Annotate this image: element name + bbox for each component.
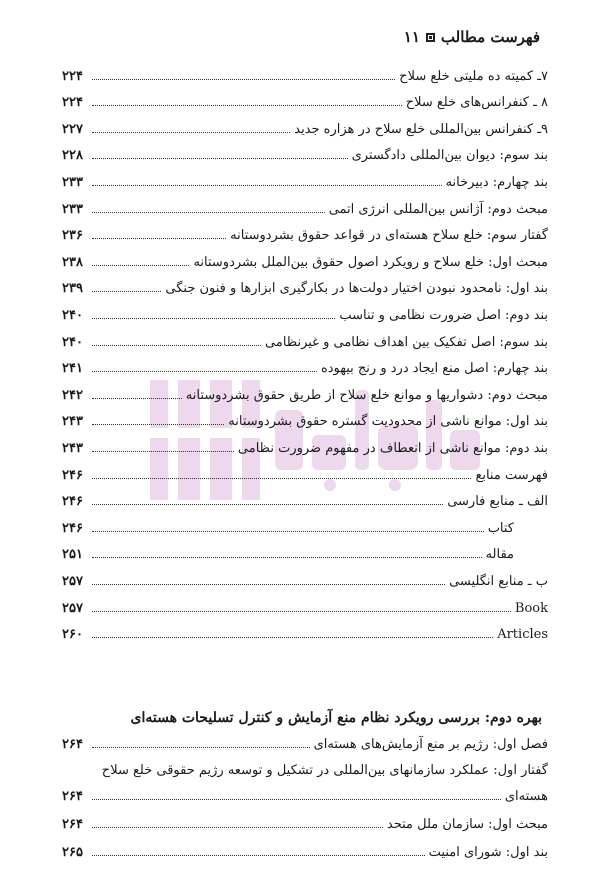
toc-entry: [62, 170, 548, 194]
toc-entry-page-number: ۲۳۶: [62, 228, 83, 244]
toc-entry-title: بند اول: نامحدود نبودن اختیار دولت‌ها در بکارگیری ابزارها و فنون جنگی: [165, 281, 548, 297]
toc-entry-title: بند اول: موانع ناشی از محدودیت گستره حقوق بشردوستانه: [228, 414, 548, 430]
toc-entry: [62, 197, 548, 221]
toc-entry-title: مبحث اول: خلع سلاح و رویکرد اصول حقوق بین‌الملل بشردوستانه: [193, 254, 548, 270]
toc-entry-page-number: ۲۳۹: [62, 281, 83, 297]
toc-entry-page-number: ۲۵۷: [62, 573, 83, 589]
running-header: [404, 22, 540, 52]
toc-entry-page-number: ۲۶۴: [62, 736, 83, 752]
toc-entry: [62, 383, 548, 407]
toc-entry: [62, 250, 548, 274]
toc-entry: [62, 330, 548, 354]
toc-entry-title: مقاله: [485, 547, 514, 563]
dot-leader: [92, 265, 189, 266]
toc-entry-page-number: ۲۶۴: [62, 816, 83, 832]
toc-entry-title: گفتار سوم: خلع سلاح هسته‌ای در قواعد حقوق بشردوستانه: [230, 228, 548, 244]
toc-entry-page-number: ۲۵۱: [62, 547, 83, 563]
toc-entry-page-number: ۲۴۳: [62, 440, 83, 456]
toc-entry-title: الف ـ منابع فارسی: [447, 494, 548, 510]
toc-entry: [62, 490, 548, 514]
toc-entry: [62, 91, 548, 115]
toc-entry-title: بند دوم: اصل ضرورت نظامی و تناسب: [339, 307, 548, 323]
header-title: فهرست مطالب: [440, 28, 540, 46]
toc-entry: [62, 732, 548, 756]
dot-leader: [92, 132, 290, 133]
toc-entry: [62, 596, 548, 620]
dot-leader: [92, 291, 161, 292]
dot-leader: [92, 478, 471, 479]
toc-entry: [62, 812, 548, 836]
toc-entry: [62, 303, 548, 327]
toc-entry-page-number: ۲۴۶: [62, 520, 83, 536]
toc-entry-title: ۹ـ کنفرانس بین‌المللی خلع سلاح در هزاره جدید: [294, 121, 548, 137]
toc-entry-title: بند اول: شورای امنیت: [428, 844, 548, 860]
toc-entry: [62, 277, 548, 301]
toc-entry-title: مبحث اول: سازمان ملل متحد: [386, 816, 548, 832]
dot-leader: [92, 584, 445, 585]
dot-leader: [92, 318, 335, 319]
dot-leader: [92, 105, 402, 106]
part-title: بهره دوم: بررسی رویکرد نظام منع آزمایش و کنترل تسلیحات هسته‌ای: [130, 710, 542, 726]
toc-entry-title: بند چهارم: دبیرخانه: [445, 174, 548, 190]
toc-entry-page-number: ۲۴۳: [62, 414, 83, 430]
toc-entry-title: ۸ ـ کنفرانس‌های خلع سلاح: [405, 95, 548, 111]
toc-entry: [62, 516, 548, 540]
toc-entry-page-number: ۲۴۱: [62, 361, 83, 377]
dot-leader: [92, 451, 234, 452]
toc-entry: [62, 410, 548, 434]
toc-entry: [62, 436, 548, 460]
toc-entry-title: ب ـ منابع انگلیسی: [449, 573, 548, 589]
toc-entry-title: کتاب: [487, 520, 514, 536]
dot-leader: [92, 424, 224, 425]
toc-entry-title: ۷ـ کمیته ده ملیتی خلع سلاح: [399, 68, 548, 84]
toc-entry-page-number: ۲۳۸: [62, 254, 83, 270]
toc-entry-title: بند سوم: اصل تفکیک بین اهداف نظامی و غیرنظامی: [265, 334, 548, 350]
square-bullet-icon: [426, 33, 435, 42]
toc-entry-title: Articles: [497, 627, 548, 643]
toc-entry: [62, 117, 548, 141]
dot-leader: [92, 158, 348, 159]
dot-leader: [92, 398, 182, 399]
toc-entry-page-number: ۲۶۵: [62, 844, 83, 860]
toc-entry-title: گفتار اول: عملکرد سازمانهای بین‌المللی در تشکیل و توسعه رژیم حقوقی خلع سلاح: [101, 762, 548, 778]
dot-leader: [92, 212, 325, 213]
toc-entry-page-number: ۲۲۸: [62, 148, 83, 164]
toc-entry: [62, 224, 548, 248]
toc-entry-page-number: ۲۲۴: [62, 68, 83, 84]
toc-entry: [62, 144, 548, 168]
dot-leader: [92, 371, 317, 372]
dot-leader: [92, 637, 493, 638]
toc-entry-title: بند سوم: دیوان بین‌المللی دادگستری: [351, 148, 548, 164]
toc-entry-page-number: ۲۴۶: [62, 494, 83, 510]
header-page-number: ۱۱: [403, 28, 420, 46]
dot-leader: [92, 855, 425, 856]
toc-entry-page-number: ۲۴۲: [62, 387, 83, 403]
toc-entry: [62, 543, 548, 567]
toc-entry: [62, 463, 548, 487]
toc-entry-page-number: ۲۲۷: [62, 121, 83, 137]
toc-entry-title: بند چهارم: اصل منع ایجاد درد و رنج بیهوده: [320, 361, 548, 377]
toc-entry-title: مبحث دوم: آژانس بین‌المللی انرژی اتمی: [328, 201, 548, 217]
toc-entry-page-number: ۲۲۴: [62, 95, 83, 111]
toc-entry-page-number: ۲۴۰: [62, 307, 83, 323]
dot-leader: [92, 611, 511, 612]
toc-entry-page-number: ۲۴۰: [62, 334, 83, 350]
toc-entry-page-number: ۲۵۷: [62, 600, 83, 616]
toc-entry-title: هسته‌ای: [504, 788, 548, 804]
toc-entry-page-number: ۲۶۰: [62, 627, 83, 643]
dot-leader: [92, 238, 226, 239]
dot-leader: [92, 345, 261, 346]
dot-leader: [92, 185, 442, 186]
dot-leader: [92, 531, 484, 532]
dot-leader: [92, 79, 395, 80]
dot-leader: [92, 799, 501, 800]
toc-entry: [62, 840, 548, 864]
toc-entry: [62, 623, 548, 647]
toc-entry-page-number: ۲۶۴: [62, 788, 83, 804]
toc-entry: [62, 758, 548, 782]
toc-entry-title: مبحث دوم: دشواریها و موانع خلع سلاح از طریق حقوق بشردوستانه: [185, 387, 548, 403]
toc-entry: [62, 784, 548, 808]
toc-entry-title: بند دوم: موانع ناشی از انعطاف در مفهوم ضرورت نظامی: [237, 440, 548, 456]
toc-entry: [62, 569, 548, 593]
toc-entry-title: فصل اول: رژیم بر منع آزمایش‌های هسته‌ای: [313, 736, 548, 752]
toc-entry-title: Book: [514, 600, 548, 616]
toc-entry: [62, 357, 548, 381]
toc-entry-page-number: ۲۳۳: [62, 201, 83, 217]
dot-leader: [92, 504, 443, 505]
dot-leader: [92, 557, 482, 558]
dot-leader: [92, 747, 310, 748]
toc-entry-page-number: ۲۴۶: [62, 467, 83, 483]
toc-entry-page-number: ۲۳۳: [62, 174, 83, 190]
toc-entry-title: فهرست منابع: [475, 467, 548, 483]
dot-leader: [92, 827, 383, 828]
toc-entry: [62, 64, 548, 88]
